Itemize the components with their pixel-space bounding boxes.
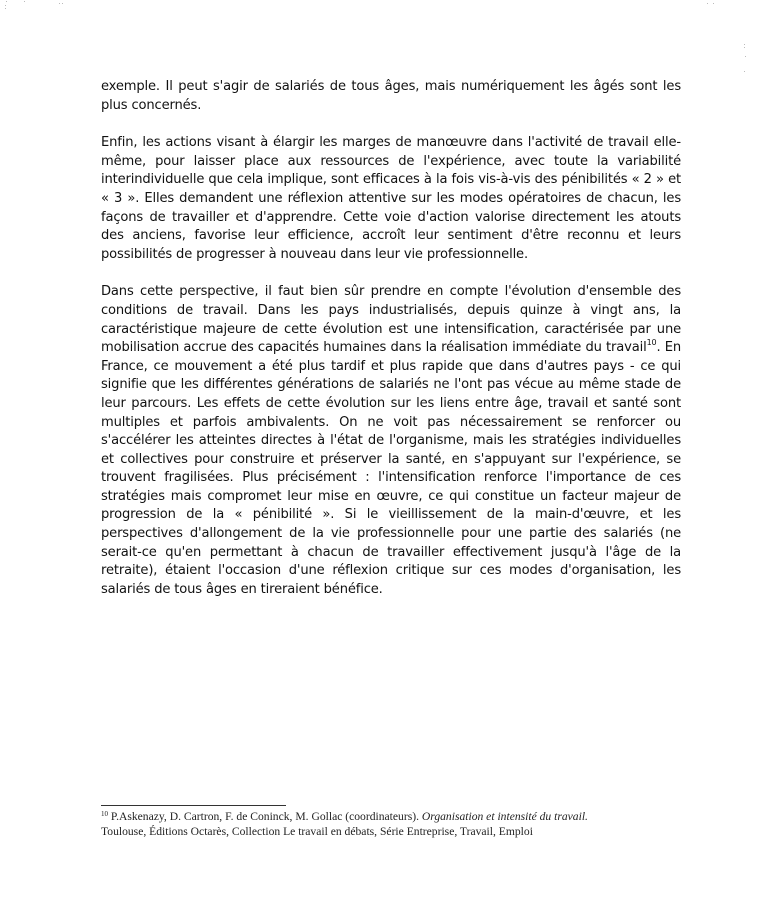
scan-speck [745,56,746,57]
footnote-reference[interactable]: 10 [646,338,657,348]
scan-speck [24,1,25,2]
paragraph-3-part-1: Dans cette perspective, il faut bien sûr prendre en compte l'évolution d'ensemble des conditions de travail. Dans les pays industrialisés, depuis quinze à vingt ans, la caractéristique majeure de cette évolution est une intensification, caractérisée par une mobilisation accrue des capacités humaines dans la réalisation immédiate du travail [101,284,681,356]
scan-speck [6,1,7,2]
paragraph-1: exemple. Il peut s'agir de salariés de tous âges, mais numériquement les âgés sont les plus concernés. [101,79,681,113]
footnote [101,810,691,839]
scan-speck [59,3,60,4]
paragraph-3-part-2: . En France, ce mouvement a été plus tardif et plus rapide que dans d'autres pays - ce qui signifie que les différentes générations de salariés ne l'ont pas vécue au même stade de leur parcours. Les effets de cette évolution sur les liens entre âge, travail et santé sont multiples et parfois ambivalents. On ne voit pas nécessairement se renforcer ou s'accélérer les atteintes directes à l'état de l'organisme, mais les stratégies individuelles et collectives pour construire et préserver la santé, en s'appuyant sur l'expérience, se trouvent fragilisées. Plus précisément : l'intensification renforce l'importance de ces stratégies mais compromet leur mise en œuvre, ce qui constitue un facteur majeur de progression de la « pénibilité ». Si le vieillissement de la main-d'œuvre, et les perspectives d'allongement de la vie professionnelle pour une partie des salariés (ne serait-ce qu'en permettant à chacun de travailler effectivement jusqu'à l'âge de la retraite), étaient l'occasion d'une réflexion critique sur ces modes d'organisation, les salariés de tous âges en tireraient bénéfice. [101,340,681,597]
scan-speck [62,3,63,4]
body-text [101,78,681,618]
paragraph-2: Enfin, les actions visant à élargir les marges de manœuvre dans l'activité de travail elle-même, pour laisser place aux ressources de l'expérience, avec toute la variabilité interindividuelle que cela implique, sont efficaces à la fois vis-à-vis des pénibilités « 2 » et « 3 ». Elles demandent une réflexion attentive sur les modes opératoires de chacun, les façons de travailler et d'apprendre. Cette voie d'action valorise directement les atouts des anciens, favorise leur efficience, accroît leur sentiment d'être reconnu et leurs possibilités de progresser à nouveau dans leur vie professionnelle. [101,135,681,262]
scan-speck [744,47,745,48]
paragraph-3 [101,283,681,599]
scan-speck [744,44,745,45]
scan-speck [5,5,6,6]
scan-speck [744,71,745,72]
scan-speck [713,3,714,4]
footnote-number: 10 [101,810,108,818]
scan-speck [5,8,6,9]
footnote-publisher: Toulouse, Éditions Octarès, Collection Le travail en débats, Série Entreprise, Travail, Emploi [101,824,533,838]
scan-speck [707,3,708,4]
footnote-title: Organisation et intensité du travail. [421,810,588,823]
footnote-authors: P.Askenazy, D. Cartron, F. de Coninck, M. Gollac (coordinateurs). [110,810,422,823]
footnote-separator [101,805,286,806]
